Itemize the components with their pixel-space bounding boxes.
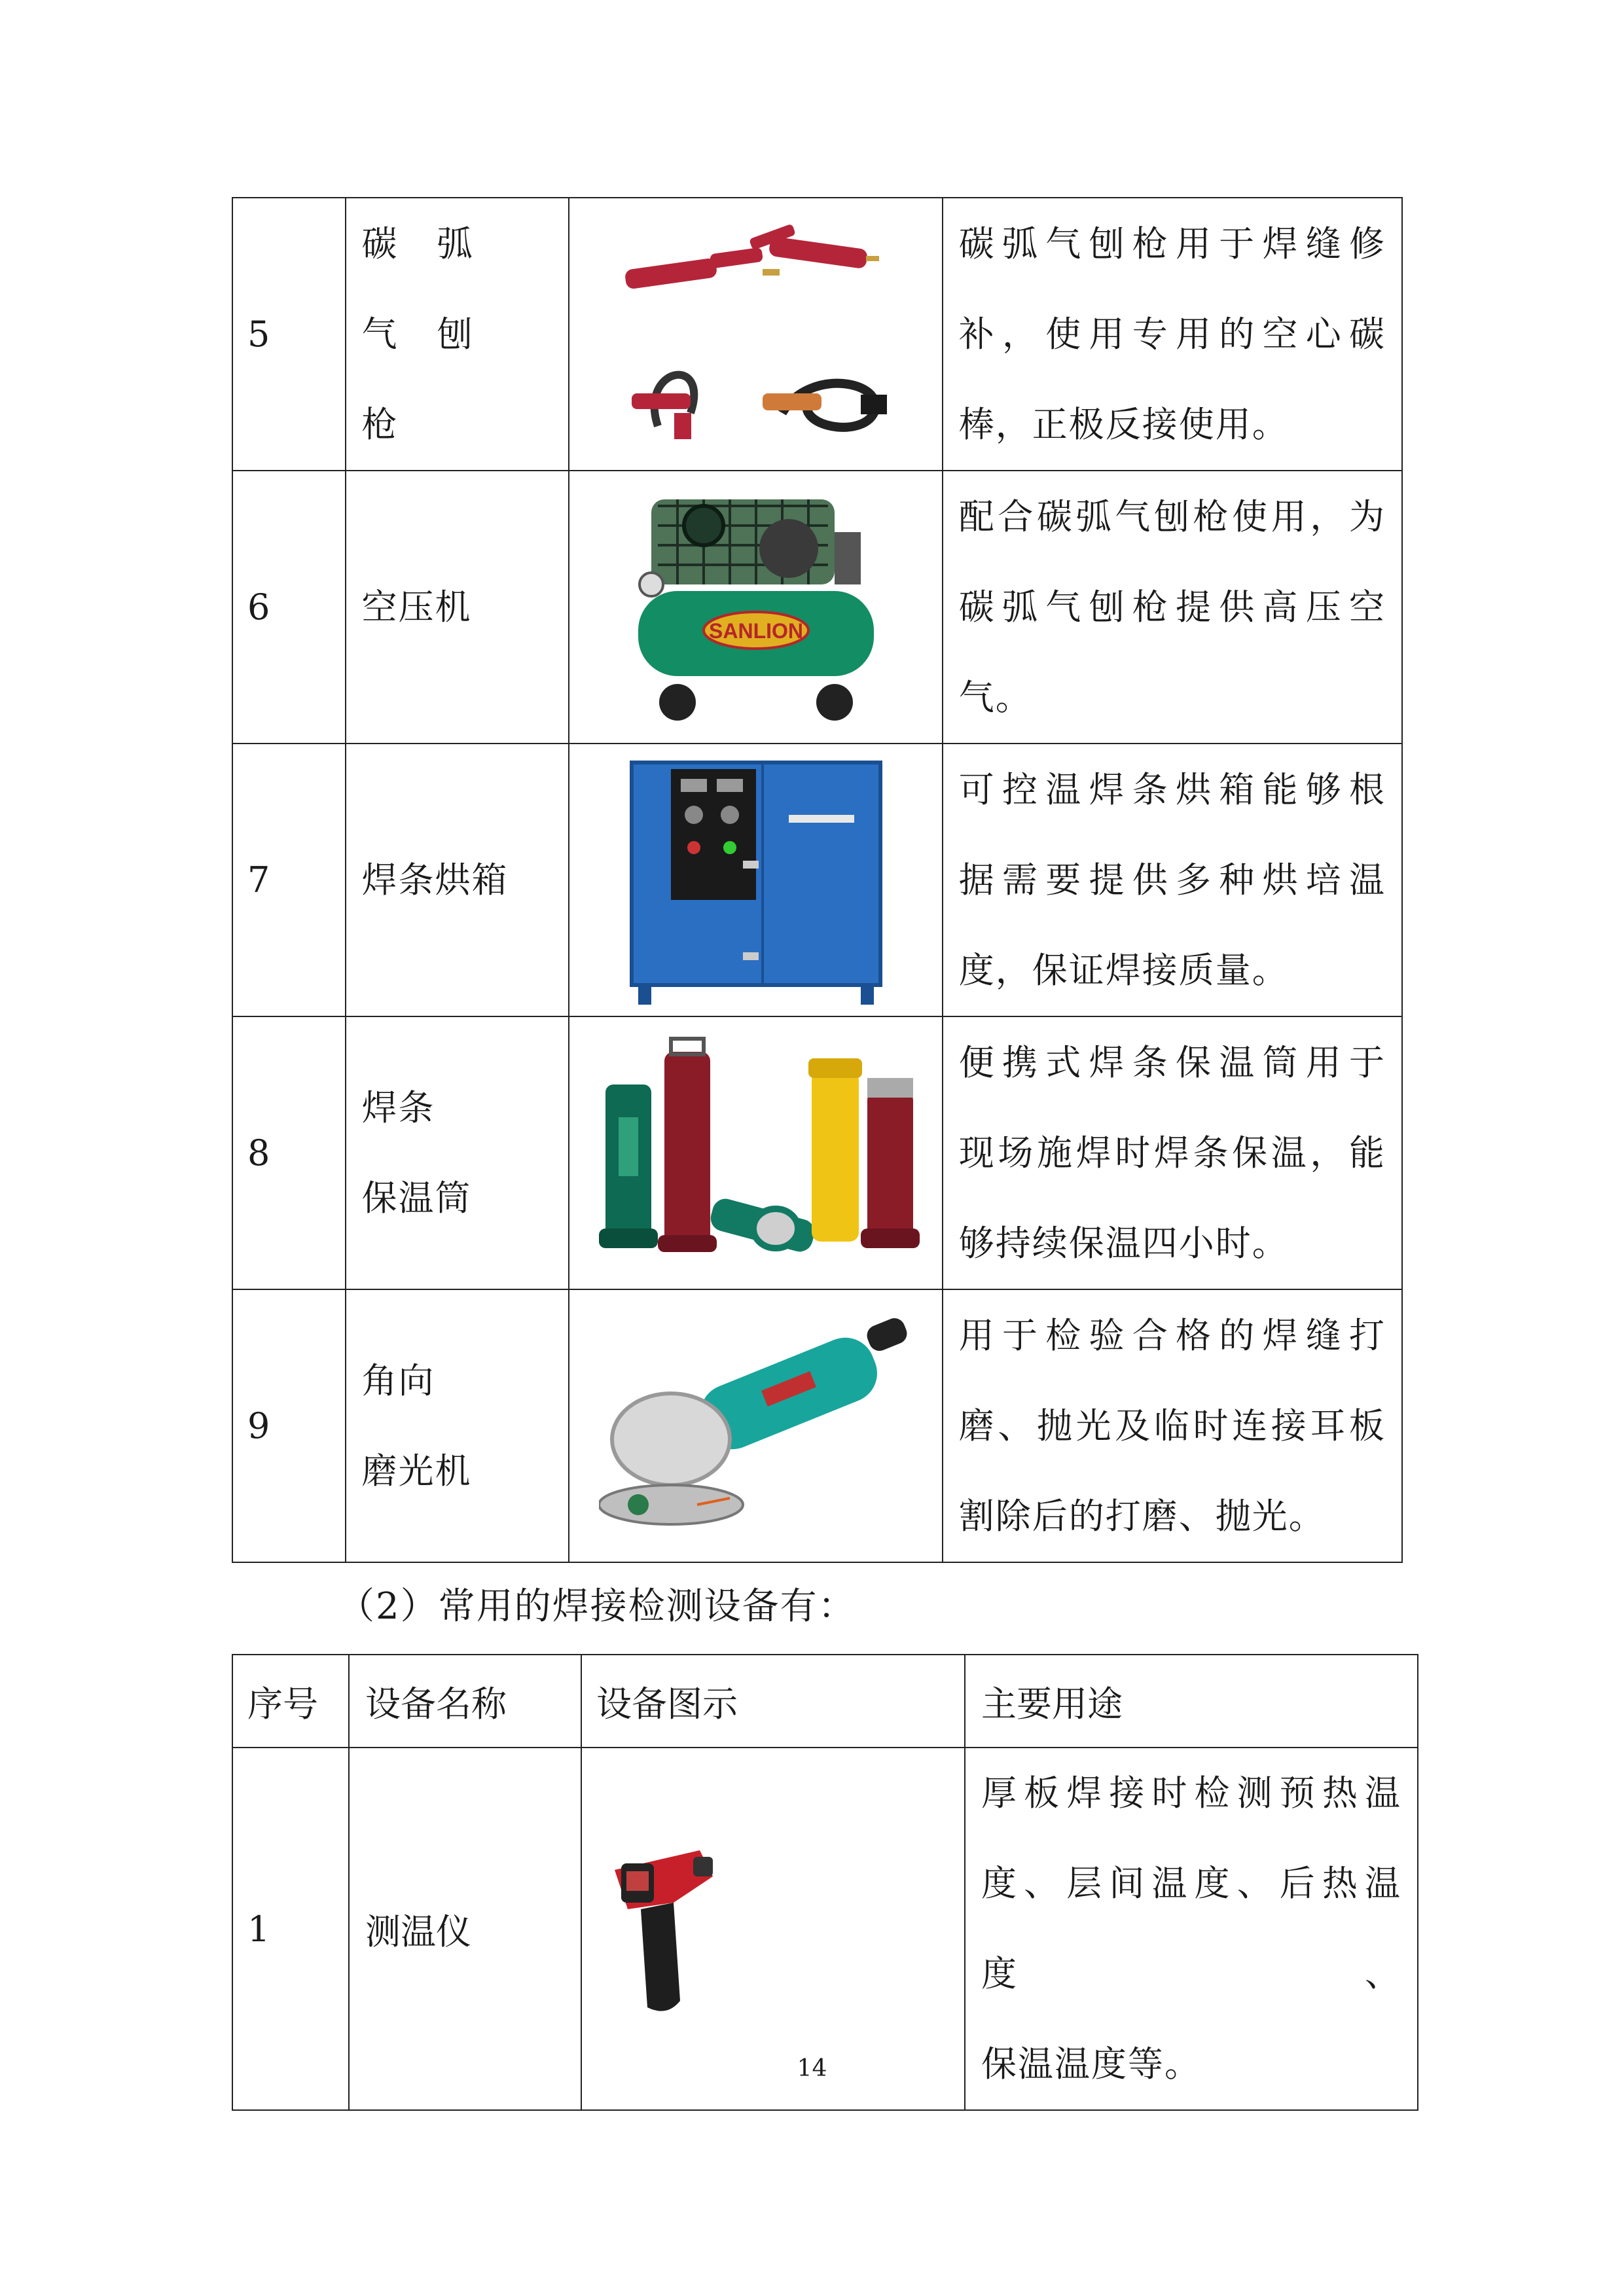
table-row (232, 1016, 1402, 1289)
desc-line: 碳弧气刨枪用于焊缝修 (958, 223, 1386, 264)
desc-line: 据需要提供多种烘培温 (958, 859, 1386, 901)
row-number: 1 (232, 1748, 349, 2110)
page-number: 14 (797, 2055, 827, 2082)
equipment-name (346, 1289, 569, 1562)
desc-line: 度、层间温度、后热温度、 (981, 1863, 1401, 1994)
electrode-holding-canister-image (569, 1016, 942, 1289)
header-cell: 主要用途 (965, 1655, 1418, 1748)
brand-logo-text: SANLION (708, 619, 803, 643)
row-number: 8 (232, 1016, 346, 1289)
table-row (232, 744, 1402, 1016)
equipment-name: 测温仪 (349, 1748, 581, 2110)
row-number: 6 (232, 471, 346, 744)
equipment-name (346, 1016, 569, 1289)
equipment-table-continued (232, 197, 1403, 1563)
carbon-arc-gouging-torch-image (569, 198, 942, 471)
table-row (232, 198, 1402, 471)
table-row (232, 1289, 1402, 1562)
desc-line: 补，使用专用的空心碳 (958, 313, 1386, 355)
desc-line: 现场施焊时焊条保温，能 (958, 1132, 1386, 1174)
desc-line: 气。 (958, 676, 1032, 718)
equipment-name (346, 471, 569, 744)
desc-line: 便携式焊条保温筒用于 (958, 1041, 1386, 1083)
air-compressor-image (569, 471, 942, 744)
desc-line: 可控温焊条烘箱能够根 (958, 768, 1386, 810)
name-line: 磨光机 (361, 1450, 472, 1492)
row-number: 7 (232, 744, 346, 1016)
inspection-equipment-table (232, 1654, 1418, 2111)
desc-line: 碳弧气刨枪提供高压空 (958, 586, 1386, 628)
desc-line: 配合碳弧气刨枪使用，为 (958, 495, 1386, 537)
section-caption: （2）常用的焊接检测设备有： (338, 1585, 856, 1628)
equipment-description (943, 744, 1402, 1016)
equipment-description (943, 471, 1402, 744)
table-header-row (232, 1655, 1418, 1748)
name-line: 焊条烘箱 (361, 859, 509, 901)
equipment-description (943, 1016, 1402, 1289)
name-line: 枪 (361, 403, 399, 445)
desc-line: 棒，正极反接使用。 (958, 403, 1289, 445)
table-row (232, 471, 1402, 744)
name-line: 焊条 (361, 1086, 435, 1128)
electrode-drying-oven-image (569, 744, 942, 1016)
desc-line: 磨、抛光及临时连接耳板 (958, 1405, 1386, 1446)
equipment-name (346, 198, 569, 471)
equipment-description (943, 1289, 1402, 1562)
desc-line: 用于检验合格的焊缝打 (958, 1314, 1386, 1356)
desc-line: 厚板焊接时检测预热温 (981, 1772, 1401, 1814)
desc-line: 度，保证焊接质量。 (958, 949, 1289, 991)
name-line: 角向 (361, 1359, 435, 1401)
equipment-description (943, 198, 1402, 471)
header-cell: 设备名称 (349, 1655, 581, 1748)
desc-line: 够持续保温四小时。 (958, 1222, 1289, 1264)
row-number: 5 (232, 198, 346, 471)
name-line: 碳 弧 气 刨 (361, 223, 487, 355)
header-cell: 设备图示 (581, 1655, 965, 1748)
angle-grinder-image (569, 1289, 942, 1562)
header-cell: 序号 (232, 1655, 349, 1748)
name-line: 空压机 (361, 586, 472, 628)
desc-line: 保温温度等。 (981, 2043, 1201, 2085)
desc-line: 割除后的打磨、抛光。 (958, 1495, 1326, 1537)
name-line: 保温筒 (361, 1177, 472, 1219)
equipment-name (346, 744, 569, 1016)
row-number: 9 (232, 1289, 346, 1562)
